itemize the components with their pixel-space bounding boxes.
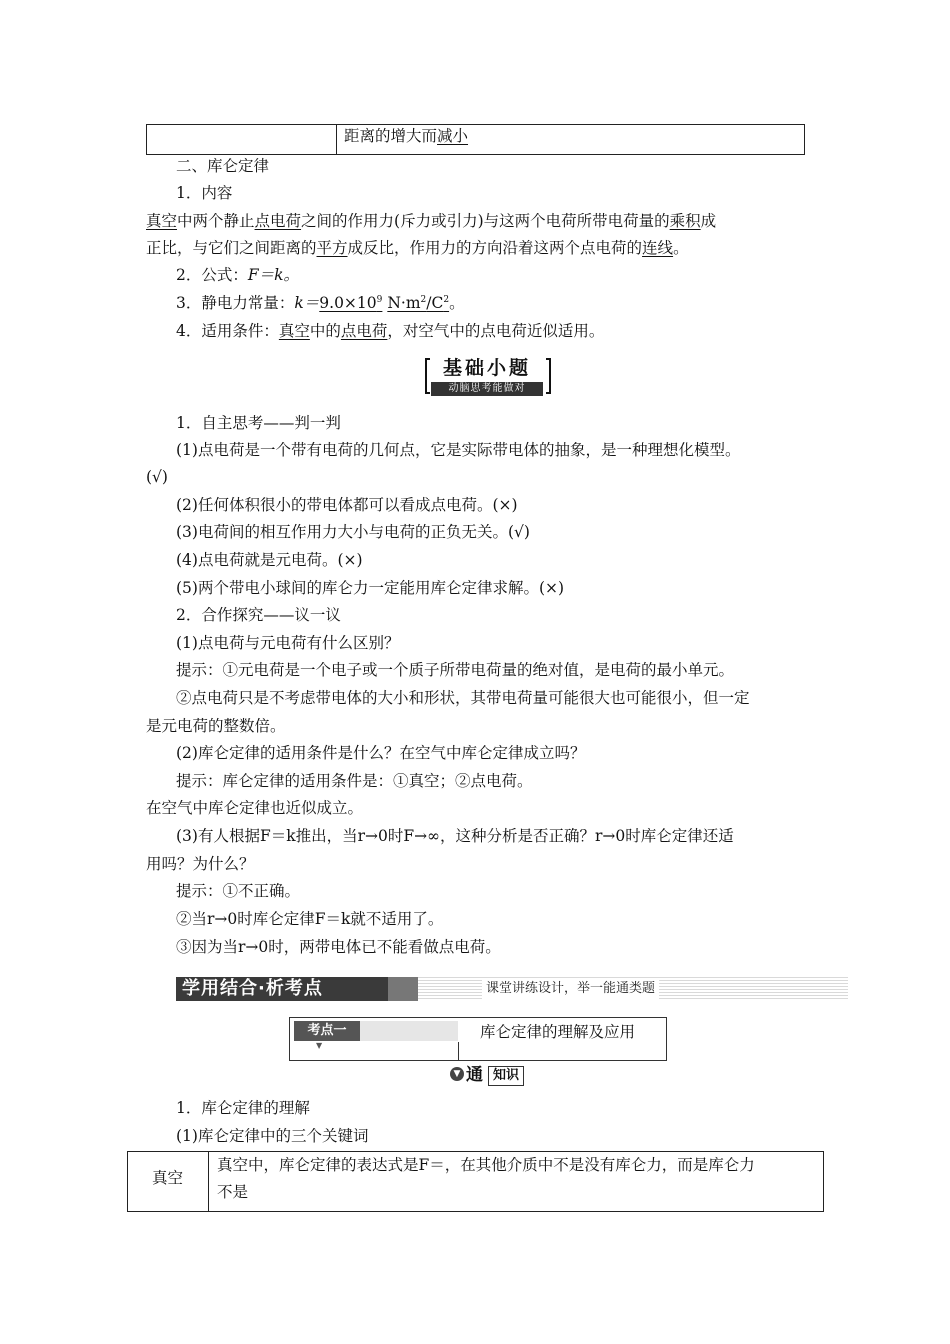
top-table-cell-text: 距离的增大而	[344, 127, 438, 145]
condition-line	[176, 321, 604, 341]
discuss-2-hint-2: 在空气中库仑定律也近似成立。	[146, 799, 364, 817]
discuss-1-hint-1: 提示：①元电荷是一个电子或一个质子所带电荷量的绝对值，是电荷的最小单元。	[176, 661, 735, 679]
badge-title: 基础小题	[442, 357, 531, 379]
topic-divider	[458, 1042, 459, 1061]
keywords-table-divider	[208, 1151, 209, 1212]
topic-label: 考点一	[294, 1021, 360, 1041]
topic-title: 库仑定律的理解及应用	[480, 1023, 636, 1041]
top-table-divider	[336, 124, 337, 155]
condition-line-part-4: ，对空气中的点电荷近似适用。	[387, 322, 605, 340]
understanding-title: 1．库仑定律的理解	[176, 1099, 310, 1117]
discuss-3-hint-3: ③因为当r→0时，两带电体已不能看做点电荷。	[176, 938, 501, 956]
badge-left-bracket	[425, 358, 430, 394]
constant-line	[176, 293, 465, 313]
content-line-1-part-3: 之间的作用力(斥力或引力)与这两个电荷所带电荷量的	[301, 212, 670, 230]
content-line-2	[146, 238, 689, 258]
judge-1-line1: (1)点电荷是一个带有电荷的几何点，它是实际带电体的抽象，是一种理想化模型。	[176, 441, 741, 459]
knowledge-tag-small: 知识	[488, 1066, 524, 1086]
discuss-3-hint-1: 提示：①不正确。	[176, 882, 301, 900]
triangle-down-icon: ▼	[316, 1041, 323, 1050]
discuss-1-hint-2-line1: ②点电荷只是不考虑带电体的大小和形状，其带电荷量可能很大也可能很小，但一定	[176, 689, 750, 707]
discuss-3-hint-2: ②当r→0时库仑定律F＝k就不适用了。	[176, 910, 444, 928]
content-line-2-part-0: 正比，与它们之间距离的	[146, 239, 317, 257]
content-line-1-part-2: 点电荷	[254, 212, 302, 230]
condition-line-part-1: 真空	[278, 322, 310, 340]
topic-label-bar	[360, 1021, 458, 1041]
keywords-row-line2: 不是	[217, 1183, 249, 1201]
condition-line-part-3: 点电荷	[340, 322, 388, 340]
discuss-title: 2．合作探究——议一议	[176, 606, 341, 624]
discuss-1: (1)点电荷与元电荷有什么区别？	[176, 634, 400, 652]
constant-value: $9.0\times 10^9$	[319, 294, 383, 312]
section-banner-accent	[388, 977, 418, 1001]
top-table-cell	[344, 126, 468, 146]
formula-label: 2．公式：	[176, 266, 248, 284]
formula-text: F＝k。	[247, 266, 300, 284]
section-heading: 二、库仑定律	[176, 157, 270, 175]
judge-1-line2: (√)	[146, 468, 168, 486]
triangle-down-circle-icon: ▼	[450, 1067, 464, 1081]
badge-subtitle: 动脑思考能做对	[431, 382, 543, 396]
badge-right-bracket	[546, 358, 551, 394]
content-line-2-part-2: 成反比，作用力的方向沿着这两个点电荷的	[347, 239, 643, 257]
formula-line	[176, 265, 299, 285]
constant-label: 3．静电力常量：	[176, 294, 295, 312]
constant-end: 。	[449, 294, 465, 312]
self-think-title: 1．自主思考——判一判	[176, 414, 341, 432]
judge-4: (4)点电荷就是元电荷。(×)	[176, 551, 363, 569]
content-line-1-part-1: 中两个静止	[177, 212, 255, 230]
judge-2: (2)任何体积很小的带电体都可以看成点电荷。(×)	[176, 496, 518, 514]
discuss-1-hint-2-line2: 是元电荷的整数倍。	[146, 717, 286, 735]
content-line-2-part-4: 。	[673, 239, 689, 257]
content-line-1-part-5: 成	[700, 212, 717, 230]
keywords-row-head: 真空	[152, 1169, 184, 1187]
constant-k: k＝	[294, 294, 320, 312]
discuss-3-line1: (3)有人根据F＝k推出，当r→0时F→∞，这种分析是否正确？r→0时库仑定律还适	[176, 827, 734, 845]
basic-questions-badge	[425, 356, 551, 398]
condition-line-part-2: 中的	[309, 322, 341, 340]
content-line-2-part-3: 连线	[642, 239, 674, 257]
knowledge-tag-big: 通	[466, 1065, 483, 1085]
judge-5: (5)两个带电小球间的库仑力一定能用库仑定律求解。(×)	[176, 579, 565, 597]
knowledge-tag	[450, 1064, 530, 1086]
discuss-2: (2)库仑定律的适用条件是什么？在空气中库仑定律成立吗？	[176, 744, 586, 762]
item1-title: 1．内容	[176, 184, 233, 202]
top-table	[146, 124, 805, 155]
content-line-1	[146, 211, 716, 231]
constant-unit: $N\cdot m^2/C^2$	[387, 294, 450, 312]
content-line-1-part-0: 真空	[146, 212, 178, 230]
section-banner	[176, 977, 848, 1001]
discuss-2-hint-1: 提示：库仑定律的适用条件是：①真空；②点电荷。	[176, 772, 533, 790]
content-line-1-part-4: 乘积	[669, 212, 701, 230]
condition-line-part-0: 4．适用条件：	[176, 322, 279, 340]
judge-3: (3)电荷间的相互作用力大小与电荷的正负无关。(√)	[176, 523, 530, 541]
discuss-3-line2: 用吗？为什么？	[146, 855, 255, 873]
content-line-2-part-1: 平方	[316, 239, 348, 257]
section-banner-title: 学用结合·析考点	[176, 977, 388, 1001]
keywords-row-line1: 真空中，库仑定律的表达式是F＝，在其他介质中不是没有库仑力，而是库仑力	[217, 1156, 755, 1174]
topic-box	[289, 1017, 667, 1061]
keywords-subtitle: (1)库仑定律中的三个关键词	[176, 1127, 369, 1145]
top-table-cell-underlined: 减小	[437, 127, 469, 145]
section-banner-subtitle: 课堂讲练设计，举一能通类题	[482, 979, 659, 999]
